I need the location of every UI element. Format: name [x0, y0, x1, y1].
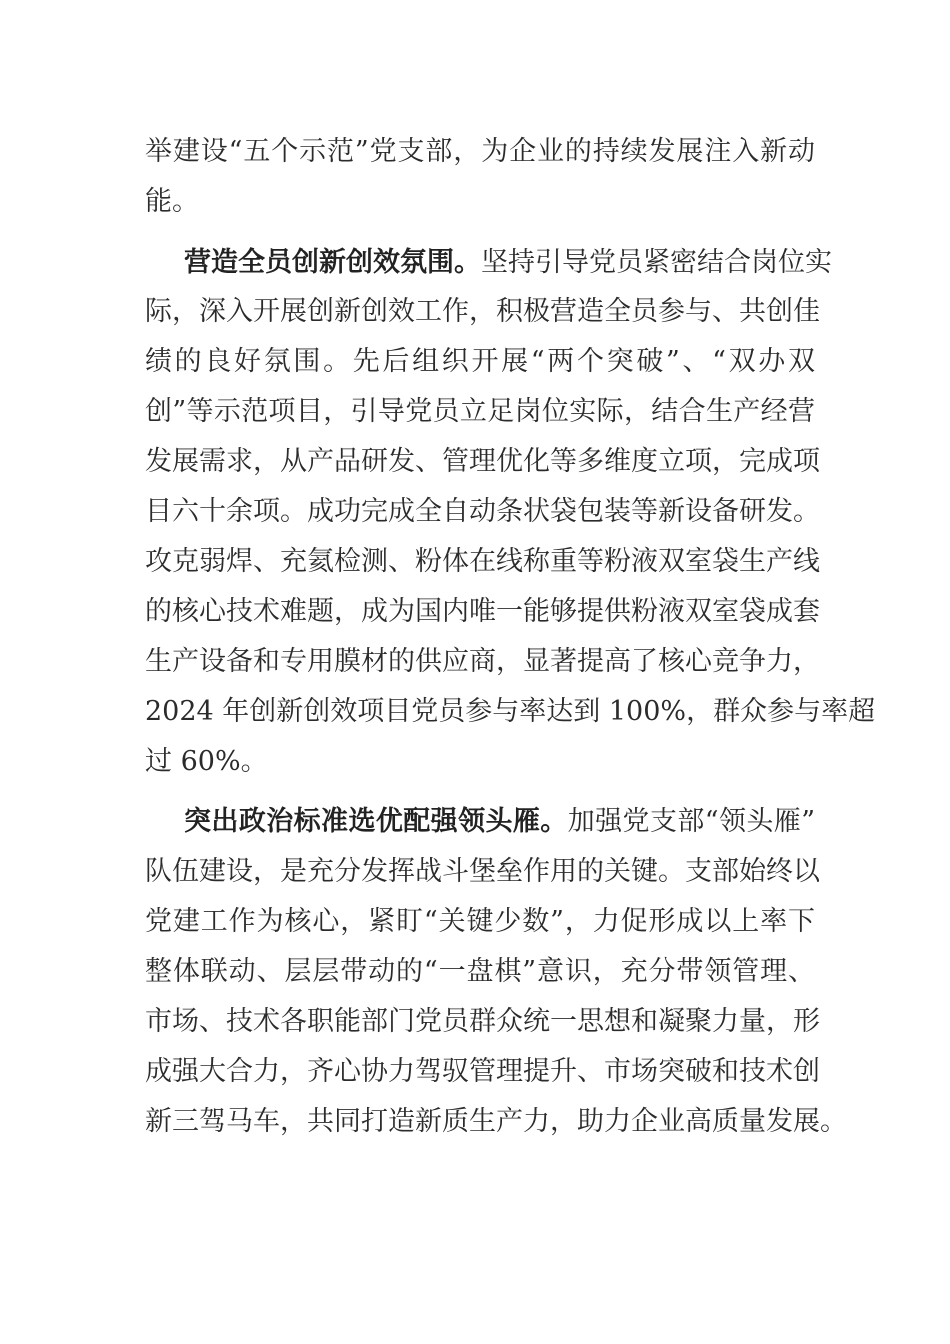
text-line: 党建工作为核心，紧盯“关键少数”，力促形成以上率下 — [145, 906, 815, 937]
text-line: 成强大合力，齐心协力驾驭管理提升、市场突破和技术创 — [145, 1056, 820, 1087]
paragraph-first-line — [184, 802, 815, 842]
paragraph-heading: 突出政治标准选优配强领头雁。 — [184, 806, 568, 837]
text-line: 发展需求，从产品研发、管理优化等多维度立项，完成项 — [145, 446, 820, 477]
text-line: 整体联动、层层带动的“一盘棋”意识，充分带领管理、 — [145, 956, 815, 987]
text-line: 创”等示范项目，引导党员立足岗位实际，结合生产经营 — [145, 396, 815, 427]
text-line: 新三驾马车，共同打造新质生产力，助力企业高质量发展。 — [145, 1106, 847, 1137]
text-run: 坚持引导党员紧密结合岗位实 — [481, 247, 832, 278]
text-line: 的核心技术难题，成为国内唯一能够提供粉液双室袋成套 — [145, 596, 820, 627]
text-line: 绩的良好氛围。先后组织开展“两个突破”、“双办双 — [145, 346, 815, 377]
text-line: 举建设“五个示范”党支部，为企业的持续发展注入新动 — [145, 136, 815, 167]
text-line: 目六十余项。成功完成全自动条状袋包装等新设备研发。 — [145, 496, 820, 527]
text-line: 攻克弱焊、充氦检测、粉体在线称重等粉液双室袋生产线 — [145, 546, 820, 577]
text-line: 能。 — [145, 186, 199, 217]
paragraph-first-line — [184, 243, 832, 283]
text-line: 过 60%。 — [145, 746, 268, 777]
text-line: 2024 年创新创效项目党员参与率达到 100%，群众参与率超 — [145, 696, 876, 727]
text-line: 际，深入开展创新创效工作，积极营造全员参与、共创佳 — [145, 296, 820, 327]
text-line: 队伍建设，是充分发挥战斗堡垒作用的关键。支部始终以 — [145, 856, 820, 887]
text-line: 市场、技术各职能部门党员群众统一思想和凝聚力量，形 — [145, 1006, 820, 1037]
paragraph-heading: 营造全员创新创效氛围。 — [184, 247, 481, 278]
text-line: 生产设备和专用膜材的供应商，显著提高了核心竞争力， — [145, 646, 820, 677]
text-run: 加强党支部“领头雁” — [567, 806, 815, 837]
